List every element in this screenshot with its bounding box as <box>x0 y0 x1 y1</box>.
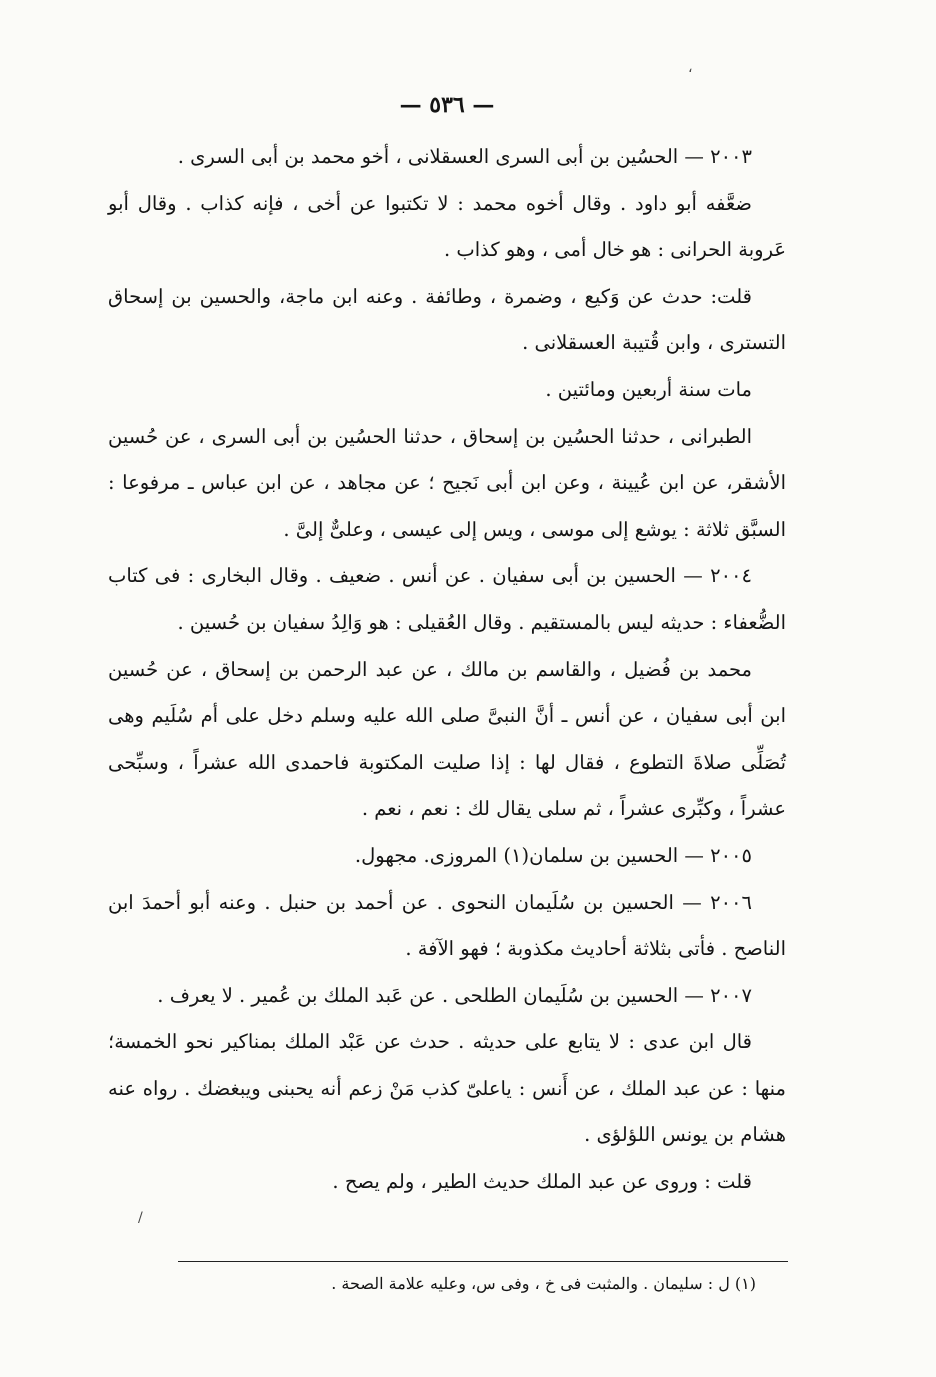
scan-pencil-mark: / <box>138 1210 143 1226</box>
entry-2007-text: قال ابن عدى : لا يتابع على حديثه . حدث عن عَبْد الملك بمناكير نحو الخمسة؛ منها : عن عبد الملك ، عن أَنس : ياعلىّ كذب مَنْ زعم أنه يحبنى ويبغضك . رواه عنه هشام بن يونس اللؤلؤى . <box>108 1030 786 1147</box>
entry-2007: ٢٠٠٧ — الحسين بن سُلَيمان الطلحى . عن عَبد الملك بن عُمير . لا يعرف . <box>157 983 752 1007</box>
entry-2007-note: قلت : وروى عن عبد الملك حديث الطير ، ولم يصح . <box>332 1170 752 1194</box>
page-body <box>108 134 786 1206</box>
entry-2006: ٢٠٠٦ — الحسين بن سُلَيمان النحوى . عن أحمد بن حنبل . وعنه أبو أحمدَ ابن الناصح . فأتى بثلاثة أحاديث مكذوبة ؛ فهو الآفة . <box>108 890 786 961</box>
entry-2004: ٢٠٠٤ — الحسين بن أبى سفيان . عن أنس . ضعيف . وقال البخارى : فى كتاب الضُّعفاء : حديثه ليس بالمستقيم . وقال العُقيلى : هو وَالِدُ سفيان بن حُسين . <box>108 564 786 634</box>
entry-2003-heading: ٢٠٠٣ — الحسُين بن أبى السرى العسقلانى ، أخو محمد بن أبى السرى . <box>177 145 752 168</box>
footnote: (١) ل : سليمان . والمثبت فى خ ، وفى س، وعليه علامة الصحة . <box>331 1274 756 1293</box>
entry-2003-note: قلت: حدث عن وَكيع ، وضمرة ، وطائفة . وعنه ابن ماجة، والحسين بن إسحاق التسترى ، وابن قُتيبة العسقلانى . <box>108 284 786 355</box>
entry-2003-hadith: الطبرانى ، حدثنا الحسُين بن إسحاق ، حدثنا الحسُين بن أبى السرى ، عن حُسين الأشقر، عن ابن عُيينة ، وعن ابن أبى نَجيح ؛ عن مجاهد ، عن ابن عباس ـ مرفوعا : السبَّق ثلاثة : يوشع إلى موسى ، ويس إلى عيسى ، وعلىٌّ إلىَّ . <box>108 424 786 541</box>
entry-2004-hadith: محمد بن فُضيل ، والقاسم بن مالك ، عن عبد الرحمن بن إسحاق ، عن حُسين ابن أبى سفيان ، عن أنس ـ أنَّ النبىَّ صلى الله عليه وسلم دخل على أم سُلَيم وهى تُصَلِّى صلاةَ التطوع ، فقال لها : إذا صليت المكتوبة فاحمدى الله عشراً ، وسبِّحى عشراً ، وكبِّرى عشراً ، ثم سلى يقال لك : نعم ، نعم . <box>108 657 786 821</box>
entry-2005: ٢٠٠٥ — الحسين بن سلمان(١) المروزى. مجهول. <box>354 843 752 867</box>
footnote-divider <box>178 1261 788 1262</box>
scan-speck-mark: ، <box>688 60 693 76</box>
page-number: — ٥٣٦ — <box>399 92 495 118</box>
entry-2003-text: ضعَّفه أبو داود . وقال أخوه محمد : لا تكتبوا عن أخى ، فإنه كذاب . وقال أبو عَروبة الحرانى : هو خال أمى ، وهو كذاب . <box>108 191 786 262</box>
entry-2003-death: مات سنة أربعين ومائتين . <box>545 377 752 401</box>
